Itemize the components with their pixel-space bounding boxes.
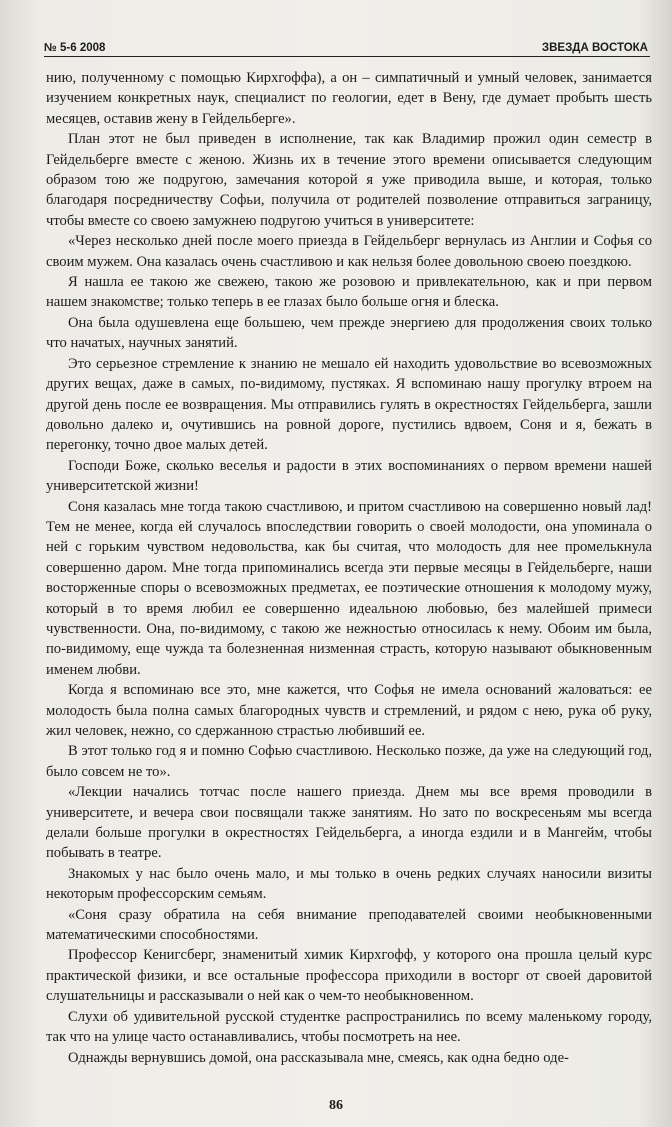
paragraph: Слухи об удивительной русской студентке распространились по всему маленькому городу, так что на улице часто останавливались, чтобы посмотреть на нее. <box>46 1008 652 1046</box>
header-rule <box>44 56 650 57</box>
paragraph: «Через несколько дней после моего приезда в Гейдельберг вернулась из Англии и Софья со своим мужем. Она казалась очень счастливою и как нельзя более довольною своею поездкою. <box>46 233 652 270</box>
paragraph: Она была одушевлена еще большею, чем прежде энергиею для продолжения своих только что начатых, научных занятий. <box>46 314 652 352</box>
paragraph: В этот только год я и помню Софью счастливою. Несколько позже, да уже на следующий год, было совсем не то». <box>46 743 652 780</box>
paragraph: Соня казалась мне тогда такою счастливою, и притом счастливою на совершенно новый лад! Тем не менее, когда ей случалось впоследствии говорить о своей молодости, она упоминала о ней с горьким чувством недовольства, как бы считая, что молодость для нее промелькнула совершенно даром. Мне тогда припоминались всегда эти первые месяцы в Гейдельберге, наши восторженные споры о всевозможных предметах, ее поэтические отношения к молодому мужу, который в то время любил ее совершенно идеальною любовью, без малейшей примеси чувственности. Она, по-видимому, с такою же нежностью относилась к нему. Обоим им была, по-видимому, еще чужда та болезненная низменная страсть, которую называют обыкновенным именем любви. <box>46 498 652 678</box>
paragraph: нию, полученному с помощью Кирхгоффа), а он – симпатичный и умный человек, занимается изучением конкретных наук, специалист по геологии, едет в Вену, где думает пробыть шесть месяцев, оставив жену в Гейдельберге». <box>46 70 652 127</box>
paragraph: Господи Боже, сколько веселья и радости в этих воспоминаниях о первом времени нашей университетской жизни! <box>46 457 652 495</box>
paragraph: «Лекции начались тотчас после нашего приезда. Днем мы все время проводили в университете, и вечера свои посвящали также занятиям. Но зато по воскресеньям мы всегда делали больше прогулки в окрестностях Гейдельберга, а иногда ездили и в Мангейм, чтобы побывать в театре. <box>46 784 652 862</box>
running-header <box>44 36 648 54</box>
journal-title: ЗВЕЗДА ВОСТОКА <box>541 42 648 54</box>
paragraph: Я нашла ее такою же свежею, такою же розовою и привлекательною, как и при первом нашем знакомстве; только теперь в ее глазах было больше огня и блеска. <box>46 274 652 311</box>
issue-number: № 5-6 2008 <box>44 42 106 54</box>
paragraph: Однажды вернувшись домой, она рассказывала мне, смеясь, как одна бедно оде- <box>68 1049 569 1066</box>
paragraph: Это серьезное стремление к знанию не мешало ей находить удовольствие во всевозможных других вещах, даже в самых, по-видимому, пустяках. Я вспоминаю нашу прогулку втроем на другой день после ее возвращения. Мы отправились гулять в окрестностях Гейдельберга, зашли довольно далеко и, очутившись на ровной дороге, пустились вдвоем, Соня и я, бежать в перегонку, точно двое малых детей. <box>46 355 652 454</box>
page-number: 86 <box>329 1098 343 1113</box>
paragraph: Когда я вспоминаю все это, мне кажется, что Софья не имела оснований жаловаться: ее молодость была полна самых благородных чувств и стремлений, и рядом с нею, рука об руку, жил человек, нежно, со сдержанною страстью любивший ее. <box>46 682 652 739</box>
paragraph: «Соня сразу обратила на себя внимание преподавателей своими необыкновенными математическими способностями. <box>46 906 652 944</box>
paragraph: Профессор Кенигсберг, знаменитый химик Кирхгофф, у которого она прошла целый курс практической физики, и все остальные профессора приходили в восторг от своей даровитой слушательницы и рассказывали о ней как о чем-то необыкновенном. <box>46 947 652 1005</box>
body-text <box>46 68 652 1068</box>
paragraph: План этот не был приведен в исполнение, так как Владимир прожил один семестр в Гейдельберге вместе с женою. Жизнь их в течение этого времени описывается следующим образом тою же подругою, замечания которой я уже приводила выше, и которая, только благодаря посредничеству Софьи, получила от родителей позволение отправиться заграницу, чтобы вместе со своею замужнею подругою учиться в университете: <box>46 131 652 229</box>
paragraph: Знакомых у нас было очень мало, и мы только в очень редких случаях наносили визиты некоторым профессорским семьям. <box>46 865 652 903</box>
